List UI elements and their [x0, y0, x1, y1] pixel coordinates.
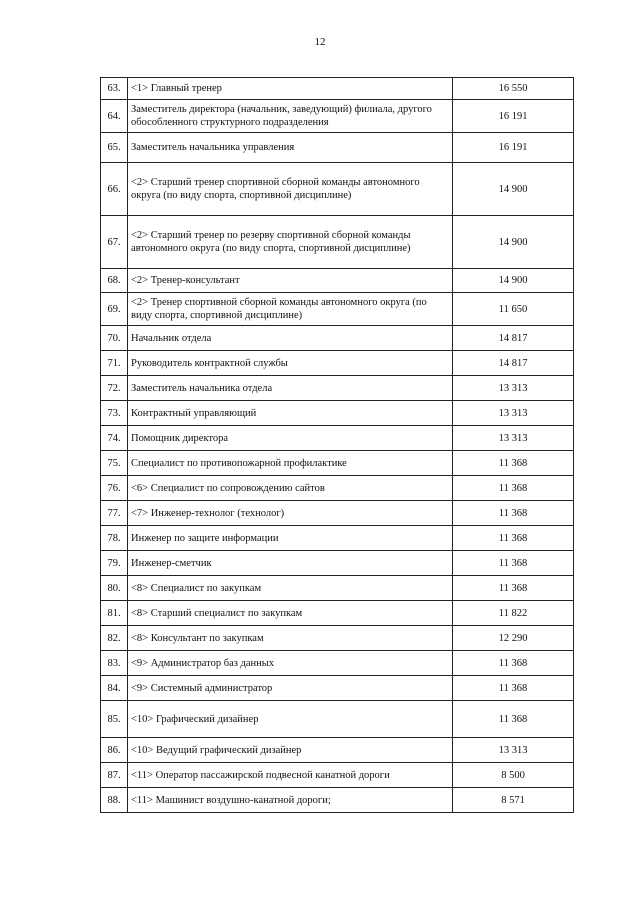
salary-value: 13 313	[453, 738, 574, 763]
table-row	[101, 401, 574, 426]
salary-value: 14 817	[453, 326, 574, 351]
salary-value: 11 368	[453, 501, 574, 526]
row-number: 84.	[101, 676, 128, 701]
salary-value: 11 368	[453, 701, 574, 738]
salary-value: 14 900	[453, 216, 574, 269]
row-number: 66.	[101, 163, 128, 216]
table-row	[101, 626, 574, 651]
salary-value: 11 368	[453, 551, 574, 576]
row-number: 83.	[101, 651, 128, 676]
row-number: 67.	[101, 216, 128, 269]
table-row	[101, 738, 574, 763]
salary-table	[100, 77, 574, 813]
table-row	[101, 269, 574, 293]
table-row	[101, 476, 574, 501]
salary-value: 13 313	[453, 401, 574, 426]
table-row	[101, 701, 574, 738]
position-name: <8> Специалист по закупкам	[128, 576, 453, 601]
salary-value: 8 500	[453, 763, 574, 788]
position-name: Инженер по защите информации	[128, 526, 453, 551]
table-row	[101, 426, 574, 451]
row-number: 63.	[101, 78, 128, 100]
table-row	[101, 326, 574, 351]
position-name: <11> Оператор пассажирской подвесной канатной дороги	[128, 763, 453, 788]
position-name: Заместитель директора (начальник, заведующий) филиала, другого обособленного структурного подразделения	[128, 100, 453, 133]
position-name: Контрактный управляющий	[128, 401, 453, 426]
salary-value: 14 817	[453, 351, 574, 376]
table-row	[101, 133, 574, 163]
position-name: <9> Администратор баз данных	[128, 651, 453, 676]
row-number: 75.	[101, 451, 128, 476]
salary-value: 11 368	[453, 676, 574, 701]
salary-value: 11 650	[453, 293, 574, 326]
row-number: 80.	[101, 576, 128, 601]
position-name: Инженер-сметчик	[128, 551, 453, 576]
row-number: 88.	[101, 788, 128, 813]
salary-value: 11 822	[453, 601, 574, 626]
salary-value: 11 368	[453, 451, 574, 476]
salary-value: 13 313	[453, 426, 574, 451]
position-name: <2> Тренер-консультант	[128, 269, 453, 293]
salary-value: 11 368	[453, 651, 574, 676]
table-row	[101, 526, 574, 551]
row-number: 76.	[101, 476, 128, 501]
row-number: 87.	[101, 763, 128, 788]
row-number: 79.	[101, 551, 128, 576]
position-name: <11> Машинист воздушно-канатной дороги;	[128, 788, 453, 813]
table-row	[101, 376, 574, 401]
row-number: 78.	[101, 526, 128, 551]
table-row	[101, 788, 574, 813]
row-number: 71.	[101, 351, 128, 376]
salary-value: 12 290	[453, 626, 574, 651]
table-row	[101, 763, 574, 788]
table-row	[101, 551, 574, 576]
row-number: 85.	[101, 701, 128, 738]
row-number: 73.	[101, 401, 128, 426]
salary-value: 11 368	[453, 526, 574, 551]
salary-value: 14 900	[453, 269, 574, 293]
position-name: <9> Системный администратор	[128, 676, 453, 701]
position-name: Помощник директора	[128, 426, 453, 451]
position-name: <2> Старший тренер спортивной сборной команды автономного округа (по виду спорта, спортивной дисциплине)	[128, 163, 453, 216]
table-row	[101, 293, 574, 326]
row-number: 74.	[101, 426, 128, 451]
row-number: 69.	[101, 293, 128, 326]
row-number: 77.	[101, 501, 128, 526]
salary-value: 11 368	[453, 476, 574, 501]
position-name: <1> Главный тренер	[128, 78, 453, 100]
salary-value: 16 550	[453, 78, 574, 100]
salary-value: 14 900	[453, 163, 574, 216]
table-row	[101, 451, 574, 476]
salary-value: 13 313	[453, 376, 574, 401]
position-name: <7> Инженер-технолог (технолог)	[128, 501, 453, 526]
table-row	[101, 501, 574, 526]
position-name: <6> Специалист по сопровождению сайтов	[128, 476, 453, 501]
position-name: Начальник отдела	[128, 326, 453, 351]
table-row	[101, 100, 574, 133]
table-row	[101, 676, 574, 701]
table-row	[101, 576, 574, 601]
position-name: <8> Консультант по закупкам	[128, 626, 453, 651]
row-number: 86.	[101, 738, 128, 763]
page-number: 12	[314, 36, 326, 48]
row-number: 81.	[101, 601, 128, 626]
position-name: <10> Ведущий графический дизайнер	[128, 738, 453, 763]
row-number: 65.	[101, 133, 128, 163]
row-number: 82.	[101, 626, 128, 651]
row-number: 68.	[101, 269, 128, 293]
position-name: <2> Старший тренер по резерву спортивной сборной команды автономного округа (по виду спорта, спортивной дисциплине)	[128, 216, 453, 269]
table-row	[101, 601, 574, 626]
position-name: Заместитель начальника управления	[128, 133, 453, 163]
table-row	[101, 78, 574, 100]
salary-value: 11 368	[453, 576, 574, 601]
table-row	[101, 216, 574, 269]
salary-table-body	[101, 78, 574, 813]
row-number: 70.	[101, 326, 128, 351]
salary-value: 16 191	[453, 100, 574, 133]
position-name: <2> Тренер спортивной сборной команды автономного округа (по виду спорта, спортивной дисциплине)	[128, 293, 453, 326]
salary-value: 16 191	[453, 133, 574, 163]
row-number: 64.	[101, 100, 128, 133]
position-name: Заместитель начальника отдела	[128, 376, 453, 401]
position-name: Руководитель контрактной службы	[128, 351, 453, 376]
salary-value: 8 571	[453, 788, 574, 813]
position-name: <10> Графический дизайнер	[128, 701, 453, 738]
table-row	[101, 351, 574, 376]
table-row	[101, 651, 574, 676]
position-name: Специалист по противопожарной профилактике	[128, 451, 453, 476]
position-name: <8> Старший специалист по закупкам	[128, 601, 453, 626]
table-row	[101, 163, 574, 216]
row-number: 72.	[101, 376, 128, 401]
